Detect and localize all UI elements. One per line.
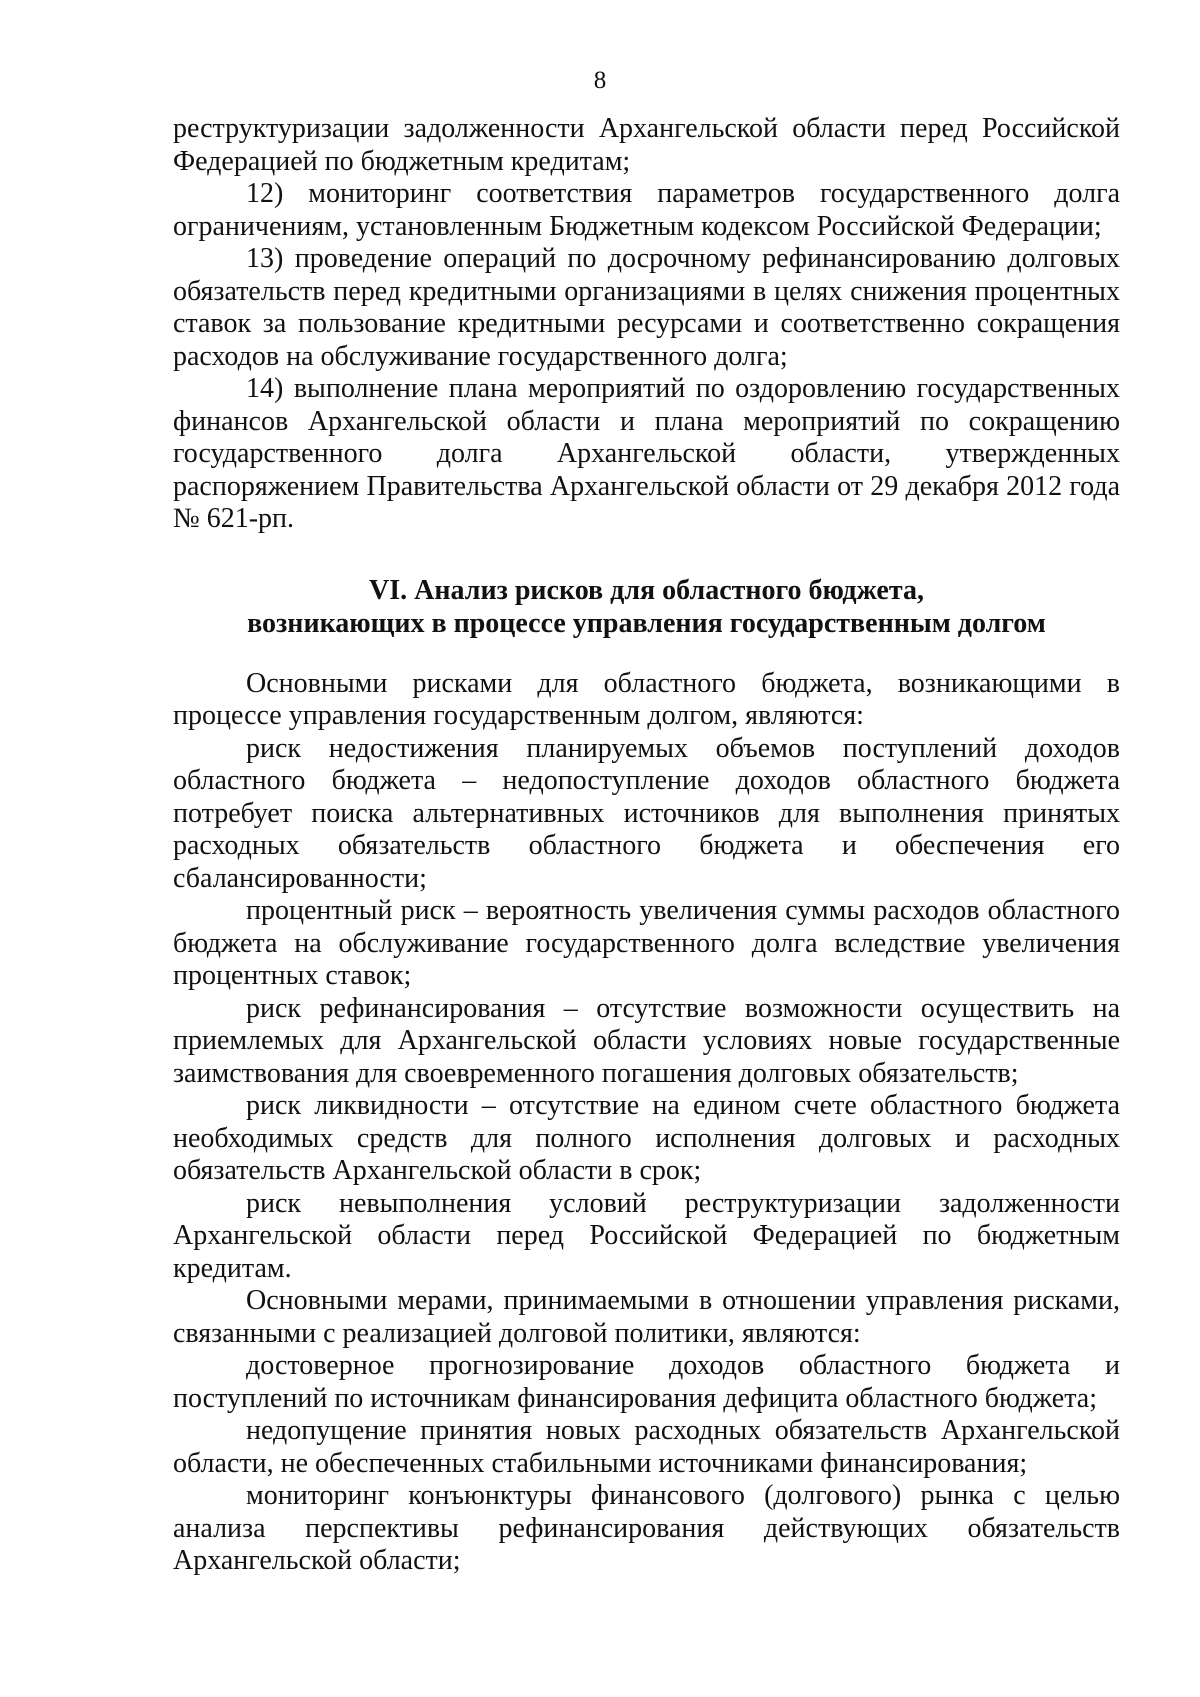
list-item-13: 13) проведение операций по досрочному рефинансированию долговых обязательств перед кредитными организациями в целях снижения процентных ставок за пользование кредитными ресурсами и соответственно сокращения расходов на обслуживание государственного долга; bbox=[173, 243, 1120, 372]
paragraph-restructuring-risk: риск невыполнения условий реструктуризации задолженности Архангельской области перед Российской Федерацией по бюджетным кредитам. bbox=[173, 1187, 1120, 1284]
paragraph-risks-intro: Основными рисками для областного бюджета, возникающими в процессе управления государственным долгом, являются: bbox=[173, 667, 1120, 731]
section-heading-line-1: VI. Анализ рисков для областного бюджета, bbox=[369, 574, 924, 606]
paragraph-liquidity-risk: риск ликвидности – отсутствие на едином счете областного бюджета необходимых средств для полного исполнения долговых и расходных обязательств Архангельской области в срок; bbox=[173, 1090, 1120, 1186]
paragraph-continuation: реструктуризации задолженности Архангельской области перед Российской Федерацией по бюджетным кредитам; bbox=[173, 113, 1120, 177]
section-heading-line-2: возникающих в процессе управления государственным долгом bbox=[247, 607, 1046, 639]
paragraph-interest-risk: процентный риск – вероятность увеличения суммы расходов областного бюджета на обслуживание государственного долга вследствие увеличения процентных ставок; bbox=[173, 895, 1120, 991]
section-heading bbox=[173, 574, 1120, 640]
paragraph-measure-monitoring: мониторинг конъюнктуры финансового (долгового) рынка с целью анализа перспективы рефинансирования действующих обязательств Архангельской области; bbox=[173, 1480, 1120, 1576]
paragraph-refinancing-risk: риск рефинансирования – отсутствие возможности осуществить на приемлемых для Архангельской области условиях новые государственные заимствования для своевременного погашения долговых обязательств; bbox=[173, 992, 1120, 1089]
paragraph-measure-obligations: недопущение принятия новых расходных обязательств Архангельской области, не обеспеченных стабильными источниками финансирования; bbox=[173, 1415, 1120, 1479]
document-body bbox=[173, 113, 1120, 1578]
paragraph-revenue-risk: риск недостижения планируемых объемов поступлений доходов областного бюджета – недопоступление доходов областного бюджета потребует поиска альтернативных источников для выполнения принятых расходных обязательств областного бюджета и обеспечения его сбалансированности; bbox=[173, 732, 1120, 894]
list-item-12: 12) мониторинг соответствия параметров государственного долга ограничениям, установленным Бюджетным кодексом Российской Федерации; bbox=[173, 178, 1120, 242]
list-item-14: 14) выполнение плана мероприятий по оздоровлению государственных финансов Архангельской области и плана мероприятий по сокращению государственного долга Архангельской области, утвержденных распоряжением Правительства Архангельской области от 29 декабря 2012 года № 621-рп. bbox=[173, 373, 1120, 534]
page-number: 8 bbox=[593, 67, 607, 94]
paragraph-measures-intro: Основными мерами, принимаемыми в отношении управления рисками, связанными с реализацией долговой политики, являются: bbox=[173, 1285, 1120, 1349]
paragraph-measure-forecasting: достоверное прогнозирование доходов областного бюджета и поступлений по источникам финансирования дефицита областного бюджета; bbox=[173, 1350, 1120, 1414]
